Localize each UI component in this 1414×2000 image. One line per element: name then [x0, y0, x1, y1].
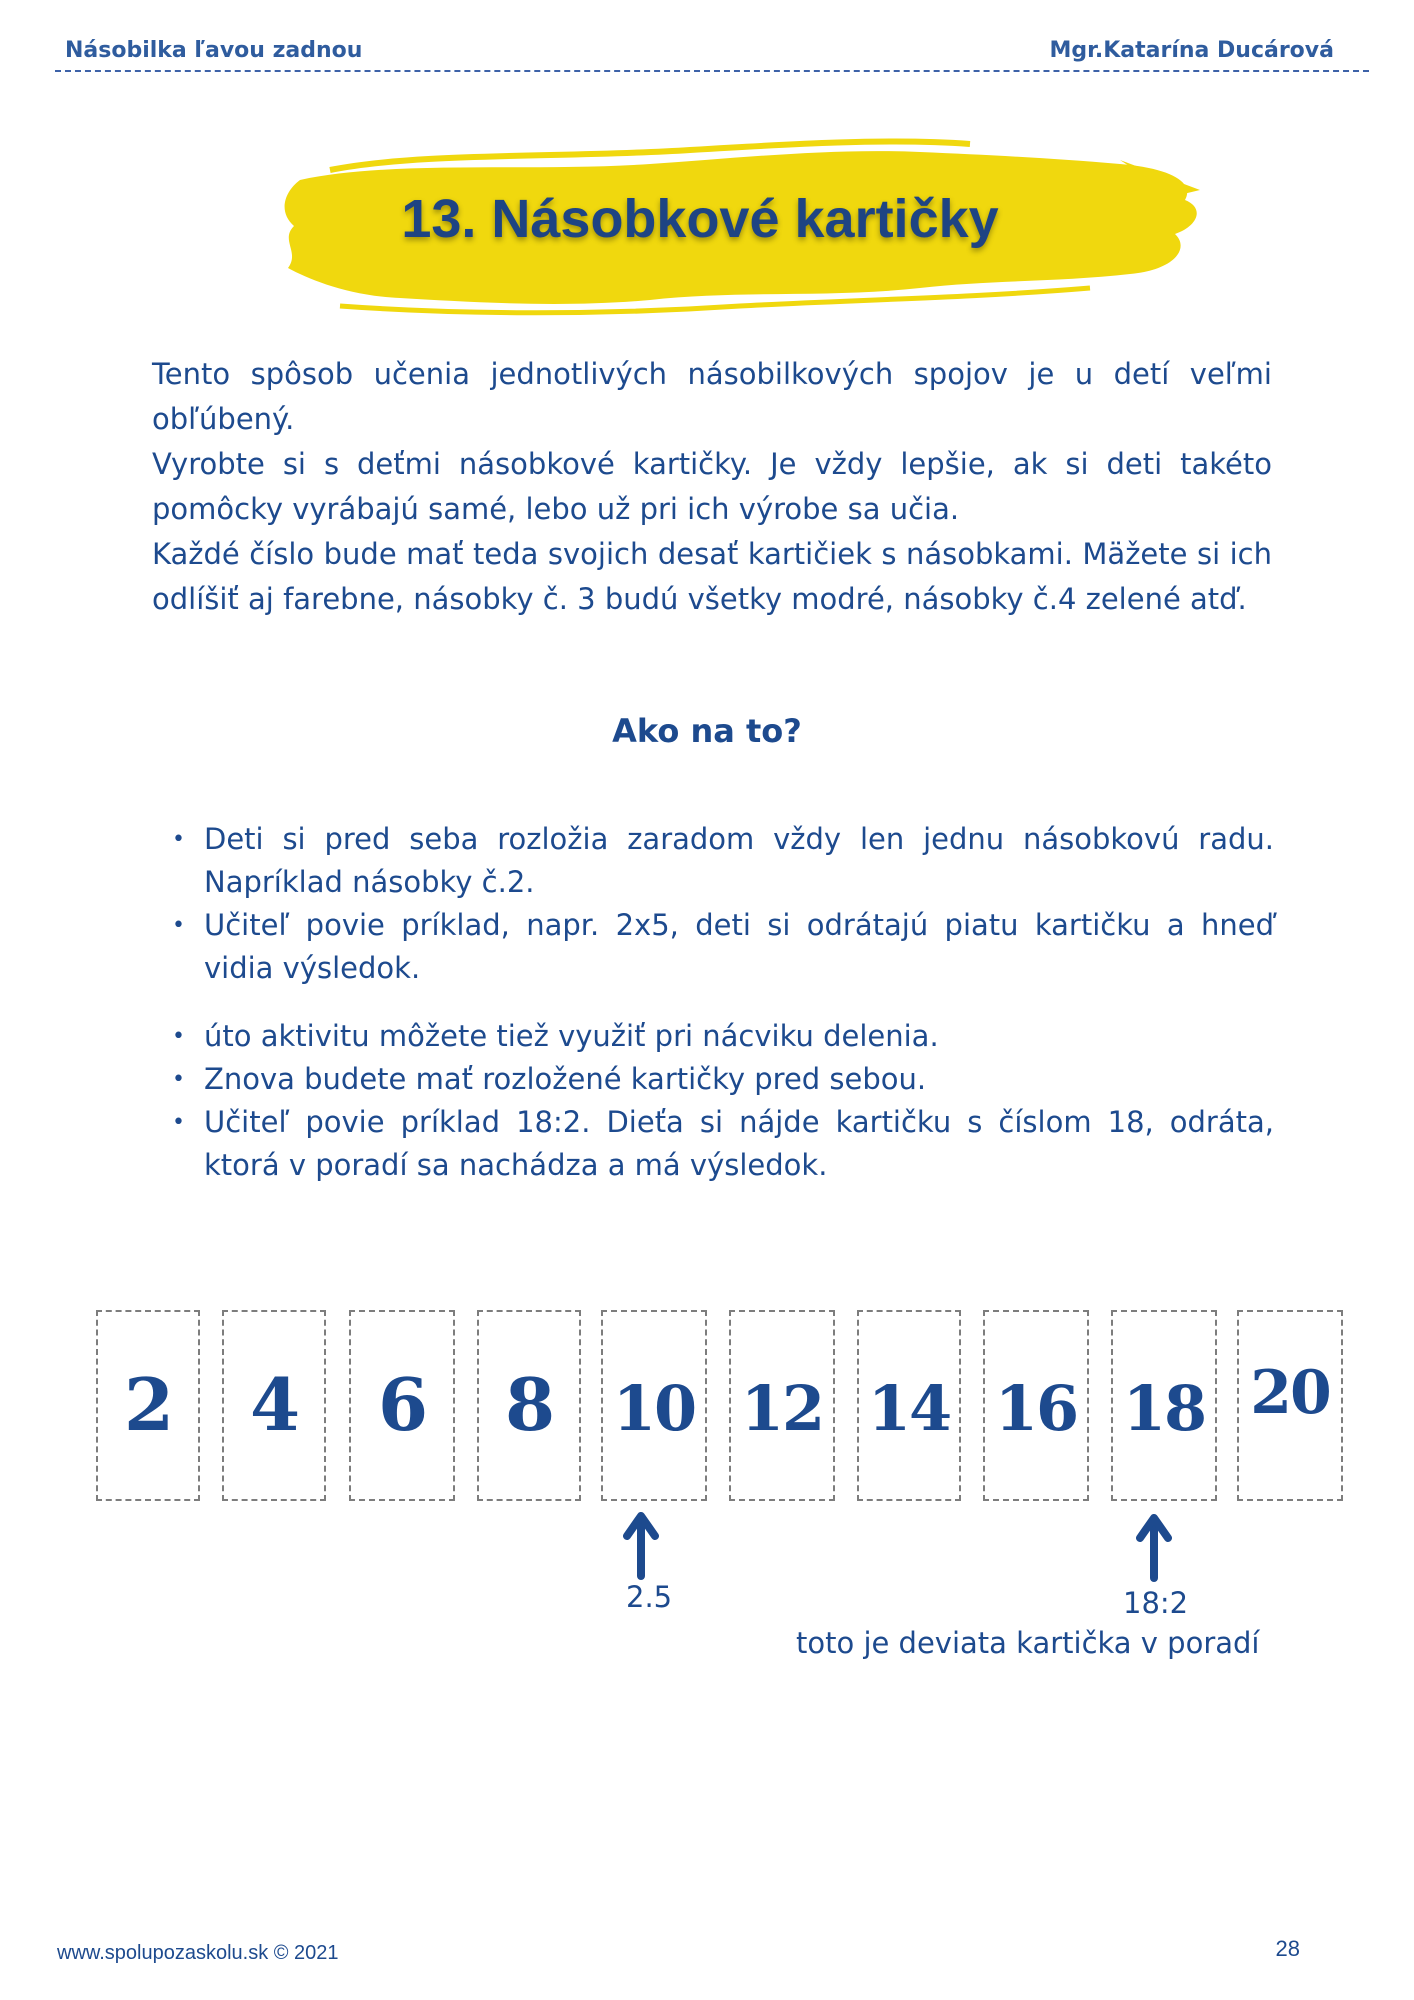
- card-number: 4: [249, 1362, 299, 1447]
- section-heading: Ako na to?: [612, 712, 802, 750]
- card-number: 18: [1122, 1372, 1206, 1445]
- list-item: • Znova budete mať rozložené kartičky pred sebou.: [204, 1058, 1274, 1101]
- number-card: [1237, 1310, 1343, 1501]
- arrow-label-multiplication: 2.5: [626, 1580, 673, 1614]
- card-number: 12: [740, 1372, 824, 1445]
- card-number: 14: [867, 1372, 951, 1445]
- up-arrow-icon: [621, 1510, 661, 1580]
- header-author: Mgr.Katarína Ducárová: [1049, 38, 1334, 63]
- number-card: [477, 1310, 581, 1501]
- number-card: [729, 1310, 835, 1501]
- multiples-cards-row: [0, 1310, 1414, 1505]
- up-arrow-icon: [1134, 1512, 1174, 1582]
- page-header: [55, 36, 1369, 72]
- card-number: 16: [994, 1372, 1078, 1445]
- number-card: [601, 1310, 707, 1501]
- list-item: • Učiteľ povie príklad 18:2. Dieťa si nájde kartičku s číslom 18, odráta, ktorá v poradí sa nachádza a má výsledok.: [204, 1101, 1274, 1187]
- card-number: 2: [123, 1362, 173, 1447]
- page-title: 13. Násobkové kartičky: [401, 189, 999, 249]
- intro-paragraph: Každé číslo bude mať teda svojich desať kartičiek s násobkami. Mäžete si ich odlíšiť aj farebne, násobky č. 3 budú všetky modré, násobky č.4 zelené atď.: [152, 537, 1272, 616]
- list-item: • Učiteľ povie príklad, napr. 2x5, deti si odrátajú piatu kartičku a hneď vidia výsledok.: [204, 904, 1274, 990]
- number-card: [349, 1310, 455, 1501]
- list-item: • úto aktivitu môžete tiež využiť pri nácviku delenia.: [204, 1015, 1274, 1058]
- list-item: • Deti si pred seba rozložia zaradom vždy len jednu násobkovú radu. Napríklad násobky č.2.: [204, 818, 1274, 904]
- instructions-list: [204, 818, 1274, 990]
- division-instructions-list: [204, 1015, 1274, 1187]
- number-card: [222, 1310, 326, 1501]
- number-card: [1111, 1310, 1217, 1501]
- number-card: [857, 1310, 961, 1501]
- title-banner: [270, 130, 1210, 320]
- arrow-label-division: 18:2: [1123, 1586, 1189, 1620]
- card-number: 6: [377, 1362, 427, 1447]
- card-number: 20: [1250, 1358, 1330, 1428]
- number-card: [96, 1310, 200, 1501]
- intro-paragraph: Vyrobte si s deťmi násobkové kartičky. Je vždy lepšie, ak si deti takéto pomôcky vyrábajú samé, lebo už pri ich výrobe sa učia.: [152, 447, 1272, 526]
- page-number: 28: [1275, 1936, 1300, 1961]
- intro-text: [152, 352, 1272, 622]
- footer-website: www.spolupozaskolu.sk © 2021: [57, 1942, 339, 1964]
- arrow-label-note: toto je deviata kartička v poradí: [796, 1626, 1260, 1660]
- card-number: 8: [504, 1362, 554, 1447]
- card-number: 10: [612, 1372, 696, 1445]
- header-book-title: Násobilka ľavou zadnou: [65, 38, 363, 63]
- intro-paragraph: Tento spôsob učenia jednotlivých násobilkových spojov je u detí veľmi obľúbený.: [152, 357, 1272, 436]
- number-card: [983, 1310, 1089, 1501]
